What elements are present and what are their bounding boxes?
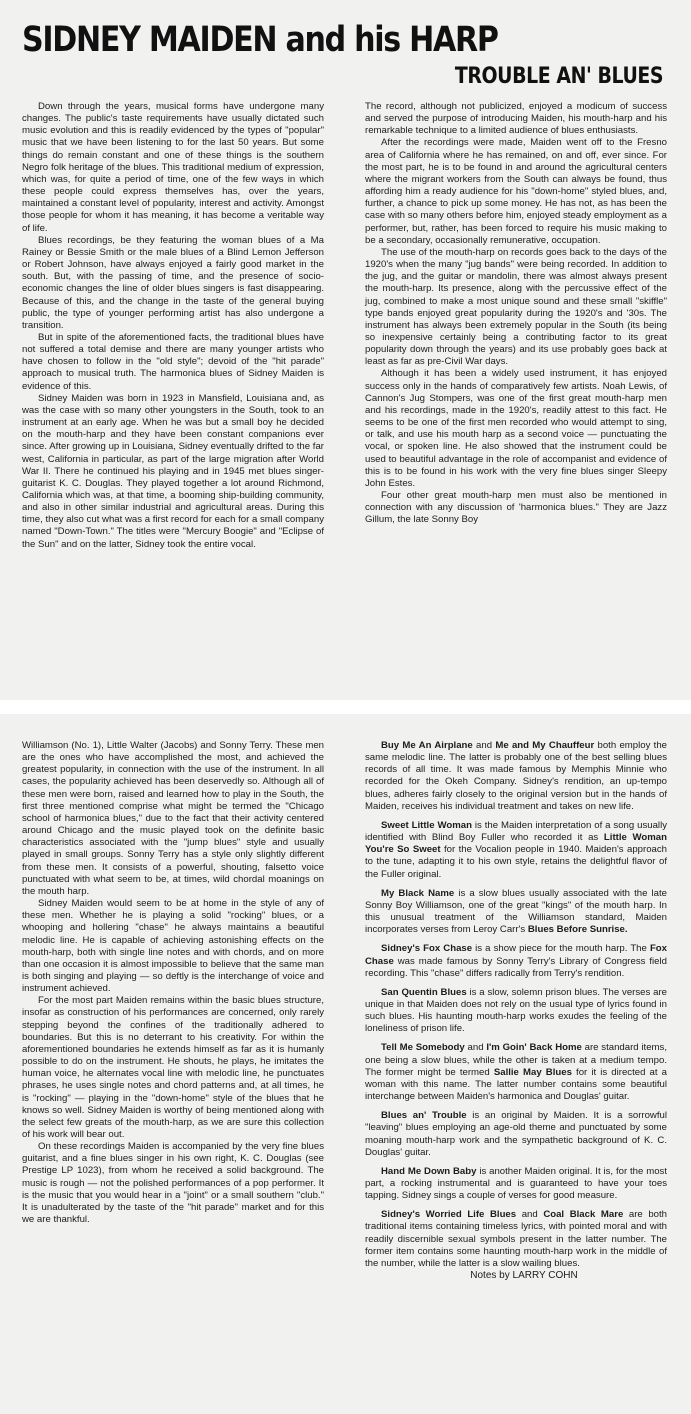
track-note-paragraph: Blues an' Trouble is an original by Maiden. It is a sorrowful "leaving" blues employing an age-old theme and punctuated by some moaning mouth-harp work and the sympathetic background of K. C. Douglas' guitar. <box>365 1110 667 1158</box>
bottom-panel <box>0 714 691 1414</box>
track-note-paragraph: My Black Name is a slow blues usually associated with the late Sonny Boy Williamson, one of the great "kings" of the mouth harp. In this unusual treatment of the Williamson standard, Maiden incorporates verses from Leroy Carr's Blues Before Sunrise. <box>365 887 667 936</box>
top-panel <box>0 0 691 700</box>
song-title: Blues Before Sunrise. <box>527 924 628 936</box>
paragraph: Sidney Maiden would seem to be at home in the style of any of these men. Whether he is playing a solid "rocking" blues, or a whooping and hollering "chase" he always maintains a beautiful melodic line. He is capable of achieving astonishing effects on the mouth-harp, both with single line notes and with chords, and on more than one occasion it is almost impossible to believe that the same man is both singing and playing — so deftly is the interchange of voice and instrument achieved. <box>22 898 324 995</box>
song-title: Buy Me An Airplane <box>381 740 473 751</box>
paragraph: Williamson (No. 1), Little Walter (Jacobs) and Sonny Terry. These men are the ones who have accomplished the most, and achieved the greatest popularity, in connection with the use of the instrument. In all cases, the popularity achieved has been deservedly so. Although all of these men were born, raised and learned how to play in the South, the first three mentioned comprise what might be termed the "Chicago school of harmonica blues," due to the fact that their activity centered around Chicago and the music played took on the definite basic characteristics associated with the "jump blues" style and usually played in small groups. Sonny Terry has a style only slightly different from these men. It consists of a powerful, shouting, falsetto voice punctuated with what seem to be, at times, wild chordal moanings on the mouth harp. <box>22 740 324 897</box>
song-title: My Black Name <box>381 887 455 899</box>
bottom-right-column <box>365 740 667 1282</box>
song-title: Fox Chase <box>365 943 667 967</box>
paragraph: Blues recordings, be they featuring the woman blues of a Ma Rainey or Bessie Smith or the male blues of a Blind Lemon Jefferson or Robert Johnson, have always enjoyed a fairly good market in the south. But, with the passing of time, and the presence of socio-economic changes the line of older blues singers is fast disappearing. Because of this, and the change in the taste of the general buying public, the type of younger performing artist has also undergone a transition. <box>22 234 324 331</box>
song-title: Blues an' Trouble <box>381 1110 467 1122</box>
bottom-left-column <box>22 740 324 1226</box>
paragraph: Down through the years, musical forms have undergone many changes. The public's taste requirements have usually dictated such music evolution and this is readily evidenced by the types of "popular" music that we have been listening to for the last 50 years. But some things do remain constant and one of these things is the southern Negro folk heritage of the blues. This traditional medium of expression, which was, for quite a period of time, one of the few ways in which these people could express themselves has, over the years, maintained a constant level of popularity, interest and activity. Amongst those people for whom it has meaning, it has become a veritable way of life. <box>22 101 324 234</box>
song-title: Sallie May Blues <box>493 1066 572 1078</box>
paragraph: Although it has been a widely used instrument, it has enjoyed success only in the hands of comparatively few artists. Noah Lewis, of Cannon's Jug Stompers, was one of the first great mouth-harp men and his recordings, made in the 1920's, readily attest to this fact. He seems to be one of the first men recorded who would attempt to sing, or talk, and use his mouth harp as a second voice — punctuating the vocal, or spoken line. He also showed that the instrument could be used to beautiful advantage in the role of accompanist and evidence of this is to be found in his work with the very fine blues singer Sleepy John Estes. <box>365 368 667 489</box>
paragraph: The use of the mouth-harp on records goes back to the days of the 1920's when the many "jug bands" were being recorded. In addition to the jug, and the guitar or mandolin, there was almost always present the mouth-harp. Its presence, along with the percussive effect of the jug, combined to make a most unique sound and these small "skiffle" type bands enjoyed great popularity during the 1920's and '30s. The instrument has always been extremely popular in the South (its being so inexpensive certainly being a contributing factor to its great popularity down through the years) and its use probably goes back at least as far as pre-Civil War days. <box>365 246 667 368</box>
song-title: Me and My Chauffeur <box>495 740 595 751</box>
track-note-paragraph: Hand Me Down Baby is another Maiden original. It is, for the most part, a rocking instrumental and is guaranteed to have your toes tapping. Sidney sings a couple of verses for good measure. <box>365 1165 667 1202</box>
track-note-paragraph: Tell Me Somebody and I'm Goin' Back Home are standard items, one being a slow blues, while the other is taken at a medium tempo. The former might be termed Sallie May Blues for it is directed at a woman with this name. The latter number contains some beautiful interchange between Maiden's harmonica and Douglas' guitar. <box>365 1042 668 1103</box>
track-note-paragraph: San Quentin Blues is a slow, solemn prison blues. The verses are unique in that Maiden does not rely on the usual type of lyrics found in such blues. His haunting mouth-harp works exudes the feeling of the loneliness of prison life. <box>365 986 667 1035</box>
liner-notes-credit: Notes by LARRY COHN <box>470 1270 578 1282</box>
paragraph: For the most part Maiden remains within the basic blues structure, insofar as construction of his performances are concerned, only rarely stepping beyond the confines of the traditionally adhered to boundaries. But this is no deterrant to his creativity. For within the aforementioned boundaries he extends himself as far as it is humanly possible to do on the instrument. He shouts, he plays, he imitates the human voice, he alternates vocal line with melodic line, he punctuates phrases, he uses single notes and chord patterns and, at all times, he is "rocking" — playing in the "down-home" style of the blues that he knows so well. Sidney Maiden is worthy of being mentioned along with the select few greats of the mouth-harp, as we are sure this collection of his work will bear out. <box>22 995 324 1140</box>
paragraph: Four other great mouth-harp men must also be mentioned in connection with any discussion of 'harmonica blues." They are Jazz Gillum, the late Sonny Boy <box>365 490 667 526</box>
song-title: Sweet Little Woman <box>381 819 472 831</box>
song-title: Little Woman You're So Sweet <box>365 832 667 856</box>
track-note-paragraph: Sweet Little Woman is the Maiden interpretation of a song usually identified with Blind Boy Fuller who recorded it as Little Woman You're So Sweet for the Vocalion people in 1940. Maiden's approach to the tune, adapting it to his own style, retains the delightful flavor of the Fuller original. <box>365 819 667 880</box>
song-title: I'm Goin' Back Home <box>486 1042 582 1054</box>
album-subtitle: TROUBLE AN' BLUES <box>454 64 663 89</box>
paragraph: But in spite of the aforementioned facts, the traditional blues have not suffered a total demise and there are many younger artists who have chosen to follow in the "old style"; devoid of the "hit parade" approach to musical truth. The harmonica blues of Sidney Maiden is evidence of this. <box>22 331 324 392</box>
track-note-paragraph: Buy Me An Airplane and Me and My Chauffeur both employ the same melodic line. The latter is probably one of the best selling blues records of all time. It was made famous by Memphis Minnie who recorded for the Okeh Company. Sidney's rendition, an up-tempo blues, adheres fairly closely to the original version but in the hands of Maiden, receives his individual treatment and takes on new life. <box>365 740 668 812</box>
song-title: Tell Me Somebody <box>381 1042 465 1054</box>
paragraph: On these recordings Maiden is accompanied by the very fine blues guitarist, and a fine blues singer in his own right, K. C. Douglas (see Prestige LP 1023), from whom he received a solid background. The music is rough — not the polished performances of a pop performer. It is the music that you would hear in a "joint" or a small southern "club." It is unadulterated by the taste of the "hit parade" market and for this we are thankful. <box>22 1141 324 1226</box>
paragraph: After the recordings were made, Maiden went off to the Fresno area of California where he has remained, on and off, ever since. For the most part, he is to be found in and around the agricultural centers where the migrant workers from the South can always be found, thus affording him a ready audience for his "down-home" styled blues, and, further, a chance to pick up some money. He has not, as has been the case with so many others before him, enjoyed steady employment as a performer, but, rather, has been forced to require his music making to be a secondary, occasionally remunerative, occupation. <box>365 137 667 246</box>
album-title: SIDNEY MAIDEN and his HARP <box>22 20 498 60</box>
track-note-paragraph: Sidney's Worried Life Blues and Coal Black Mare are both traditional items containing timeless lyrics, with pointed moral and with readily discernible sexual symbols present in the latter number. The former item contains some haunting mouth-harp work in the middle of the number, while the latter is a slow wailing blues. <box>365 1209 668 1269</box>
top-right-column <box>365 101 667 526</box>
track-note-paragraph: Sidney's Fox Chase is a show piece for the mouth harp. The Fox Chase was made famous by Sonny Terry's Library of Congress field recording. This "chase" differs radically from Terry's rendition. <box>365 943 667 979</box>
song-title: Sidney's Fox Chase <box>381 943 473 955</box>
track-notes <box>365 740 667 1270</box>
song-title: Coal Black Mare <box>543 1209 624 1221</box>
paragraph: The record, although not publicized, enjoyed a modicum of success and served the purpose of introducing Maiden, his mouth-harp and his remarkable technique to a limited audience of blues enthusiasts. <box>365 101 667 137</box>
top-left-column <box>22 101 324 551</box>
song-title: Sidney's Worried Life Blues <box>381 1209 517 1221</box>
paragraph: Sidney Maiden was born in 1923 in Mansfield, Louisiana and, as was the case with so many other youngsters in the South, took to an instrument at an early age. When he was but a small boy he decided on the mouth-harp and they have been constant companions ever since. After growing up in Louisiana, Sidney eventually drifted to the far west, California in particular, as part of the large migration after World War II. There he continued his playing and in 1945 met blues singer-guitarist K. C. Douglas. They played together a lot around Richmond, California which was, at that time, a booming ship-building community, and also in other similar industrial and agricultural areas. During this time, they also cut what was a first record for each for a small company named "Down-Town." The titles were "Mercury Boogie" and "Eclipse of the Sun" and on the latter, Sidney took the entire vocal. <box>22 392 324 550</box>
song-title: Hand Me Down Baby <box>381 1165 477 1177</box>
song-title: San Quentin Blues <box>381 986 467 998</box>
